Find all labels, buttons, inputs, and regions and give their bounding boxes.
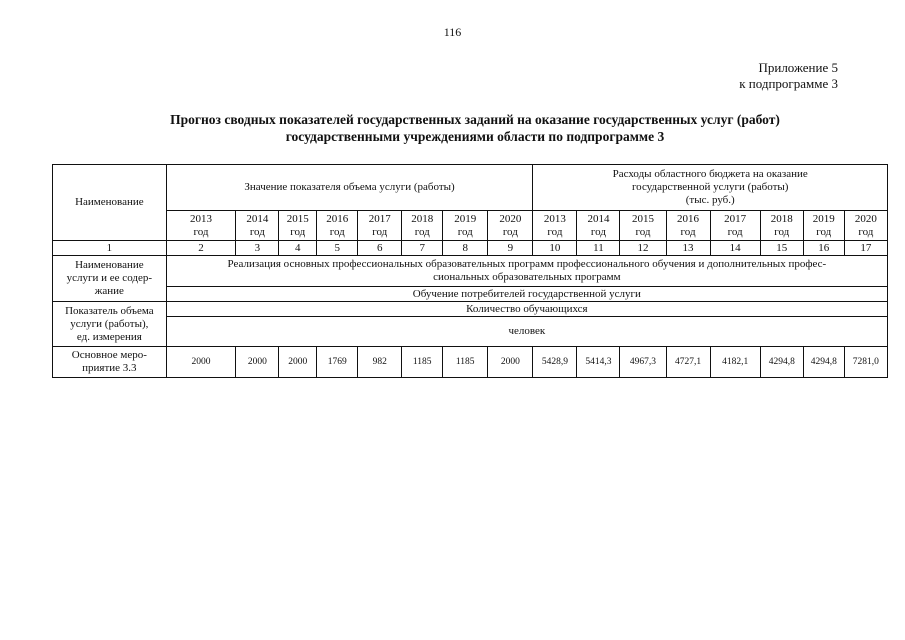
page-number: 116 (443, 25, 462, 39)
column-number-cell: 12 (620, 241, 666, 256)
value-cell: 4967,3 (620, 347, 666, 378)
value-cell: 2000 (488, 347, 533, 378)
year-header-cell (666, 211, 710, 241)
column-number-cell: 2 (166, 241, 236, 256)
year-unit: год (193, 225, 209, 238)
year-unit: год (590, 225, 606, 238)
year-label: 2015 (286, 212, 309, 225)
year-header-cell (803, 211, 844, 241)
value-cell: 2000 (166, 347, 236, 378)
header-expense-group (533, 165, 888, 211)
header-name: Наименование (53, 165, 167, 241)
main-row-label-line-2: приятие 3.3 (82, 362, 137, 374)
year-unit: год (290, 225, 306, 238)
year-header-cell (443, 211, 488, 241)
year-unit: год (372, 225, 388, 238)
value-cell: 4727,1 (666, 347, 710, 378)
year-header-cell (488, 211, 533, 241)
column-number-cell: 3 (236, 241, 279, 256)
value-cell: 1769 (317, 347, 358, 378)
indicator-unit: человек (166, 317, 887, 347)
year-unit: год (680, 225, 696, 238)
appendix-line-2: к подпрограмме 3 (739, 76, 838, 91)
year-unit: год (502, 225, 518, 238)
year-header-cell (166, 211, 236, 241)
column-number-cell: 11 (577, 241, 620, 256)
indicator-label (53, 302, 167, 347)
year-header-cell (317, 211, 358, 241)
year-unit: год (816, 225, 832, 238)
year-label: 2020 (854, 212, 877, 225)
document-title (60, 111, 890, 145)
title-line-2: государственными учреждениями области по подпрограмме 3 (285, 129, 665, 144)
column-number-cell: 7 (402, 241, 443, 256)
year-unit: год (635, 225, 651, 238)
indicator-label-line-2: услуги (работы), (70, 317, 149, 330)
service-name-line-1: Реализация основных профессиональных образовательных программ профессионального обучения и дополнительных профес- (227, 258, 827, 270)
year-unit: год (457, 225, 473, 238)
header-volume-group: Значение показателя объема услуги (работы) (166, 165, 533, 211)
indicator-label-line-1: Показатель объема (65, 304, 154, 317)
column-number-cell: 4 (279, 241, 317, 256)
value-cell: 1185 (443, 347, 488, 378)
value-cell: 2000 (279, 347, 317, 378)
appendix-line-1: Приложение 5 (758, 60, 838, 75)
service-label-line-1: Наименование (75, 259, 144, 271)
year-label: 2016 (677, 212, 700, 225)
year-header-cell (620, 211, 666, 241)
year-header-cell (760, 211, 803, 241)
year-unit: год (329, 225, 345, 238)
indicator-name: Количество обучающихся (166, 302, 887, 317)
service-name-line-2: сиональных образовательных программ (433, 271, 621, 283)
year-header-cell (844, 211, 887, 241)
service-label (53, 256, 167, 302)
expense-group-line-1: Расходы областного бюджета на оказание (612, 168, 808, 180)
year-label: 2014 (587, 212, 610, 225)
column-number-cell: 8 (443, 241, 488, 256)
year-label: 2017 (368, 212, 391, 225)
appendix-note (739, 60, 838, 92)
column-number-cell: 16 (803, 241, 844, 256)
year-unit: год (858, 225, 874, 238)
year-unit: год (414, 225, 430, 238)
main-row-label (53, 347, 167, 378)
year-unit: год (547, 225, 563, 238)
column-number-cell: 6 (358, 241, 402, 256)
column-number-cell: 17 (844, 241, 887, 256)
year-label: 2013 (543, 212, 566, 225)
column-number-cell: 10 (533, 241, 577, 256)
expense-group-line-2: государственной услуги (работы) (631, 181, 789, 193)
year-header-cell (236, 211, 279, 241)
year-header-cell (577, 211, 620, 241)
year-label: 2014 (246, 212, 269, 225)
service-label-line-2: услуги и ее содер- (66, 272, 153, 284)
value-cell: 7281,0 (844, 347, 887, 378)
column-number-cell: 14 (710, 241, 760, 256)
year-label: 2019 (454, 212, 477, 225)
value-cell: 4182,1 (710, 347, 760, 378)
year-header-cell (533, 211, 577, 241)
value-cell: 982 (358, 347, 402, 378)
title-line-1: Прогноз сводных показателей государственных заданий на оказание государственных услуг (работ) (170, 112, 780, 127)
service-content: Обучение потребителей государственной услуги (166, 287, 887, 302)
value-cell: 5428,9 (533, 347, 577, 378)
value-cell: 4294,8 (760, 347, 803, 378)
column-number-cell: 1 (53, 241, 167, 256)
value-cell: 5414,3 (577, 347, 620, 378)
year-label: 2013 (190, 212, 212, 225)
value-cell: 1185 (402, 347, 443, 378)
service-label-line-3: жание (94, 285, 124, 297)
year-label: 2020 (499, 212, 522, 225)
indicator-label-line-3: ед. измерения (76, 330, 142, 343)
value-cell: 2000 (236, 347, 279, 378)
year-unit: год (249, 225, 265, 238)
year-label: 2019 (812, 212, 835, 225)
year-unit: год (774, 225, 790, 238)
main-row-label-line-1: Основное меро- (71, 349, 147, 361)
value-cell: 4294,8 (803, 347, 844, 378)
year-header-cell (279, 211, 317, 241)
year-label: 2018 (411, 212, 434, 225)
year-header-cell (710, 211, 760, 241)
year-label: 2016 (326, 212, 349, 225)
column-number-cell: 13 (666, 241, 710, 256)
column-number-cell: 5 (317, 241, 358, 256)
service-name (166, 256, 887, 287)
year-label: 2017 (724, 212, 747, 225)
year-header-cell (402, 211, 443, 241)
year-header-cell (358, 211, 402, 241)
year-label: 2018 (770, 212, 793, 225)
expense-group-line-3: (тыс. руб.) (685, 194, 735, 206)
year-unit: год (727, 225, 743, 238)
year-label: 2015 (631, 212, 654, 225)
forecast-table (52, 164, 888, 378)
column-number-cell: 15 (760, 241, 803, 256)
column-number-cell: 9 (488, 241, 533, 256)
